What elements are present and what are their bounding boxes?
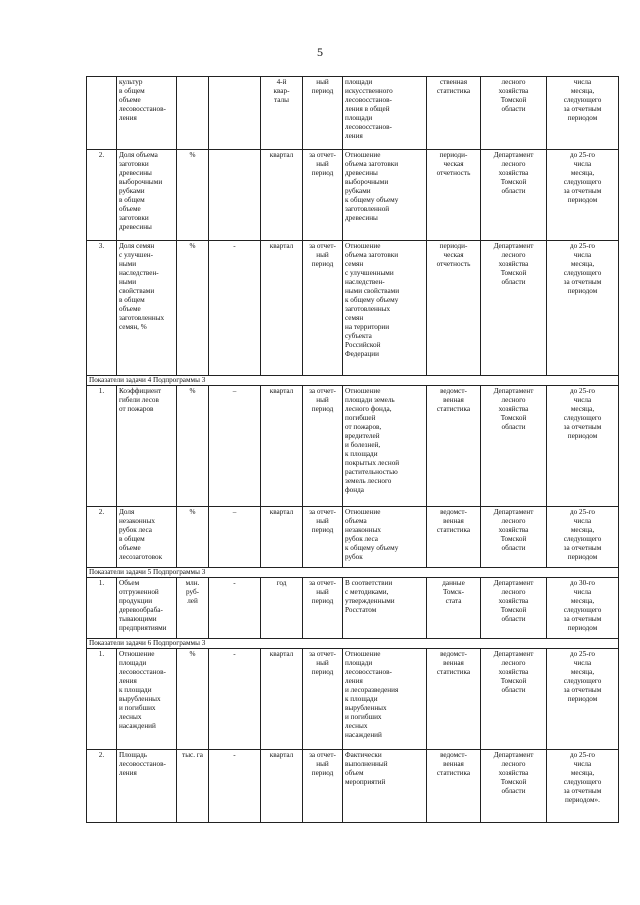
indicator-name-cell: Доля объема заготовки древесины выборочными рубками в общем объеме заготовки древесины [117, 150, 177, 241]
table-row [87, 241, 619, 376]
table-row [87, 578, 619, 639]
unit-cell: % [177, 386, 209, 507]
indicator-name-cell: Отношение площади лесовосстанов- ления к площади вырубленных и погибших лесных насаждений [117, 649, 177, 750]
calc-method-cell: В соответствии с методиками, утвержденными Росстатом [343, 578, 427, 639]
row-number-cell: 2. [87, 507, 117, 568]
indicator-name-cell: Коэффициент гибели лесов от пожаров [117, 386, 177, 507]
responsible-cell: Департамент лесного хозяйства Томской области [481, 507, 547, 568]
section-header-row [87, 376, 619, 386]
deadline-cell: до 25-го числа месяца, следующего за отчетным периодом». [547, 750, 619, 823]
periodicity-cell: 4-й квар- талы [261, 77, 303, 150]
responsible-cell: Департамент лесного хозяйства Томской области [481, 386, 547, 507]
deadline-cell: до 30-го числа месяца, следующего за отчетным периодом [547, 578, 619, 639]
period-type-cell: за отчет- ный период [303, 386, 343, 507]
table-row [87, 150, 619, 241]
direction-cell: – [209, 386, 261, 507]
table-row [87, 750, 619, 823]
periodicity-cell: квартал [261, 386, 303, 507]
indicator-name-cell: Доля семян с улучшен- ными наследствен- ными свойствами в общем объеме заготовленных семян, % [117, 241, 177, 376]
indicator-name-cell: культур в общем объеме лесовосстанов- ления [117, 77, 177, 150]
data-source-cell: данные Томск- стата [427, 578, 481, 639]
direction-cell: – [209, 507, 261, 568]
section-title: Показатели задачи 4 Подпрограммы 3 [87, 376, 619, 386]
row-number-cell: 3. [87, 241, 117, 376]
indicators-table [86, 76, 619, 823]
indicator-name-cell: Площадь лесовосстанов- ления [117, 750, 177, 823]
table-row [87, 77, 619, 150]
indicator-name-cell: Объем отгруженной продукции деревообраба- тывающими предприятиями [117, 578, 177, 639]
responsible-cell: Департамент лесного хозяйства Томской области [481, 241, 547, 376]
unit-cell: % [177, 241, 209, 376]
page-number: 5 [317, 45, 323, 59]
data-source-cell: периоди- ческая отчетность [427, 241, 481, 376]
data-source-cell: ведомст- венная статистика [427, 507, 481, 568]
period-type-cell: за отчет- ный период [303, 750, 343, 823]
deadline-cell: до 25-го числа месяца, следующего за отчетным периодом [547, 386, 619, 507]
calc-method-cell: площади искусственного лесовосстанов- ления в общей площади лесовосстанов- ления [343, 77, 427, 150]
unit-cell: % [177, 150, 209, 241]
period-type-cell: за отчет- ный период [303, 150, 343, 241]
deadline-cell: до 25-го числа месяца, следующего за отчетным периодом [547, 241, 619, 376]
responsible-cell: Департамент лесного хозяйства Томской области [481, 578, 547, 639]
section-title: Показатели задачи 6 Подпрограммы 3 [87, 639, 619, 649]
responsible-cell: лесного хозяйства Томской области [481, 77, 547, 150]
period-type-cell: за отчет- ный период [303, 241, 343, 376]
period-type-cell: за отчет- ный период [303, 578, 343, 639]
data-source-cell: ведомст- венная статистика [427, 649, 481, 750]
calc-method-cell: Фактически выполненный объем мероприятий [343, 750, 427, 823]
indicator-name-cell: Доля незаконных рубок леса в общем объеме лесозаготовок [117, 507, 177, 568]
periodicity-cell: год [261, 578, 303, 639]
period-type-cell: за отчет- ный период [303, 507, 343, 568]
table-row [87, 386, 619, 507]
direction-cell: - [209, 649, 261, 750]
responsible-cell: Департамент лесного хозяйства Томской области [481, 150, 547, 241]
calc-method-cell: Отношение площади лесовосстанов- ления и лесоразведения к площади вырубленных и погибших лесных насаждений [343, 649, 427, 750]
direction-cell: - [209, 578, 261, 639]
periodicity-cell: квартал [261, 507, 303, 568]
deadline-cell: до 25-го числа месяца, следующего за отчетным периодом [547, 150, 619, 241]
responsible-cell: Департамент лесного хозяйства Томской области [481, 649, 547, 750]
deadline-cell: до 25-го числа месяца, следующего за отчетным периодом [547, 649, 619, 750]
row-number-cell: 1. [87, 578, 117, 639]
period-type-cell: за отчет- ный период [303, 649, 343, 750]
table-row [87, 507, 619, 568]
direction-cell: - [209, 750, 261, 823]
unit-cell: % [177, 507, 209, 568]
direction-cell [209, 150, 261, 241]
data-source-cell: ведомст- венная статистика [427, 750, 481, 823]
deadline-cell: до 25-го числа месяца, следующего за отчетным периодом [547, 507, 619, 568]
unit-cell: тыс. га [177, 750, 209, 823]
row-number-cell [87, 77, 117, 150]
row-number-cell: 1. [87, 649, 117, 750]
data-source-cell: ственная статистика [427, 77, 481, 150]
unit-cell [177, 77, 209, 150]
row-number-cell: 1. [87, 386, 117, 507]
calc-method-cell: Отношение площади земель лесного фонда, погибшей от пожаров, вредителей и болезней, к площади покрытых лесной растительностью земель лесного фонда [343, 386, 427, 507]
row-number-cell: 2. [87, 750, 117, 823]
periodicity-cell: квартал [261, 150, 303, 241]
calc-method-cell: Отношение объема заготовки древесины выборочными рубками к общему объему заготовленной древесины [343, 150, 427, 241]
direction-cell [209, 77, 261, 150]
periodicity-cell: квартал [261, 241, 303, 376]
section-header-row [87, 639, 619, 649]
responsible-cell: Департамент лесного хозяйства Томской области [481, 750, 547, 823]
direction-cell: - [209, 241, 261, 376]
calc-method-cell: Отношение объема заготовки семян с улучшенными наследствен- ными свойствами к общему объему заготовленных семян на территории субъекта Российской Федерации [343, 241, 427, 376]
table-row [87, 649, 619, 750]
data-source-cell: ведомст- венная статистика [427, 386, 481, 507]
row-number-cell: 2. [87, 150, 117, 241]
unit-cell: % [177, 649, 209, 750]
periodicity-cell: квартал [261, 750, 303, 823]
unit-cell: млн. руб- лей [177, 578, 209, 639]
calc-method-cell: Отношение объема незаконных рубок леса к общему объему рубок [343, 507, 427, 568]
period-type-cell: ный период [303, 77, 343, 150]
deadline-cell: числа месяца, следующего за отчетным периодом [547, 77, 619, 150]
section-title: Показатели задачи 5 Подпрограммы 3 [87, 568, 619, 578]
data-source-cell: периоди- ческая отчетность [427, 150, 481, 241]
periodicity-cell: квартал [261, 649, 303, 750]
section-header-row [87, 568, 619, 578]
